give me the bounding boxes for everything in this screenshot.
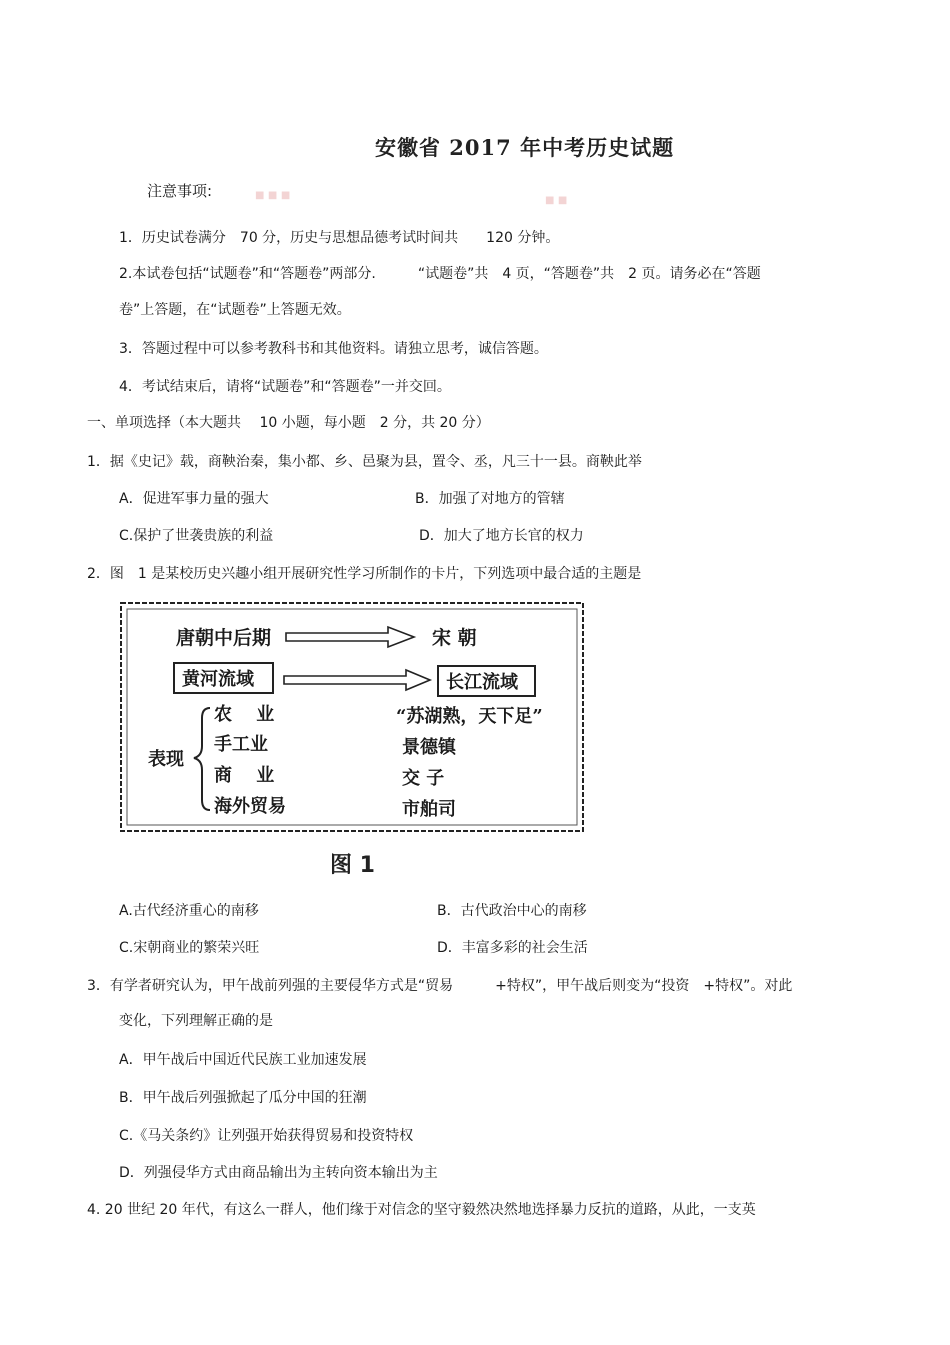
figure-item-right-4: 市舶司 (402, 799, 456, 820)
notice-item-1: 1．历史试卷满分 70 分，历史与思想品德考试时间共 120 分钟。 (119, 230, 560, 246)
notice-item-4: 4．考试结束后，请将“试题卷”和“答题卷”一并交回。 (119, 379, 451, 395)
figure-item-left-1: 农 业 (214, 704, 275, 725)
question-3-option-d: D．列强侵华方式由商品输出为主转向资本输出为主 (119, 1165, 438, 1181)
watermark-left: ■ ■ ■ (255, 190, 291, 201)
notice-item-2-cont: 卷”上答题，在“试题卷”上答题无效。 (119, 302, 351, 318)
question-2-option-c: C.宋朝商业的繁荣兴旺 (119, 940, 260, 956)
figure-item-left-4: 海外贸易 (214, 796, 286, 817)
question-1-option-a: A．促进军事力量的强大 (119, 491, 269, 507)
question-2-stem: 2．图 1 是某校历史兴趣小组开展研究性学习所制作的卡片，下列选项中最合适的主题是 (87, 566, 642, 582)
figure-item-right-2: 景德镇 (402, 737, 456, 758)
question-4-stem: 4. 20 世纪 20 年代，有这么一群人，他们缘于对信念的坚守毅然决然地选择暴力反抗的道路，从此，一支英 (87, 1202, 756, 1218)
arrow-1 (286, 627, 414, 647)
figure-row2-left: 黄河流域 (182, 669, 254, 690)
question-1-option-b: B．加强了对地方的管辖 (415, 491, 565, 507)
notice-item-3: 3．答题过程中可以参考教科书和其他资料。请独立思考，诚信答题。 (119, 341, 548, 357)
question-2-option-b: B．古代政治中心的南移 (437, 903, 587, 919)
question-1-option-d: D．加大了地方长官的权力 (419, 528, 584, 544)
question-3-stem: 3．有学者研究认为，甲午战前列强的主要侵华方式是“贸易 +特权”，甲午战后则变为“投资 +特权”。对此 (87, 978, 793, 994)
section-heading: 一、单项选择（本大题共 10 小题，每小题 2 分，共 20 分） (87, 415, 490, 431)
notice-item-2: 2.本试卷包括“试题卷”和“答题卷”两部分. “试题卷”共 4 页，“答题卷”共 2 页。请务必在“答题 (119, 266, 761, 282)
question-3-option-c: C.《马关条约》让列强开始获得贸易和投资特权 (119, 1128, 414, 1144)
question-3-option-b: B．甲午战后列强掀起了瓜分中国的狂潮 (119, 1090, 367, 1106)
watermark-right: ■ ■ (545, 195, 568, 206)
figure-row1-right: 宋 朝 (432, 627, 477, 649)
question-1-stem: 1．据《史记》载，商鞅治秦，集小都、乡、邑聚为县，置令、丞，凡三十一县。商鞅此举 (87, 454, 642, 470)
arrow-2 (284, 670, 430, 690)
brace (194, 708, 210, 810)
figure-item-left-2: 手工业 (214, 734, 268, 755)
figure-group-label: 表现 (148, 749, 184, 770)
notice-heading: 注意事项: (147, 182, 213, 200)
figure-item-right-1: “苏湖熟，天下足” (396, 706, 543, 727)
figure-1-caption: 图 1 (330, 853, 375, 878)
question-1-option-c: C.保护了世袭贵族的利益 (119, 528, 274, 544)
figure-item-left-3: 商 业 (214, 765, 275, 786)
figure-row1-left: 唐朝中后期 (176, 627, 272, 649)
figure-row2-right: 长江流域 (446, 672, 518, 693)
question-3-stem-cont: 变化，下列理解正确的是 (119, 1013, 273, 1029)
page-title: 安徽省 2017 年中考历史试题 (375, 135, 675, 160)
question-3-option-a: A．甲午战后中国近代民族工业加速发展 (119, 1052, 367, 1068)
figure-item-right-3: 交 子 (402, 768, 445, 789)
figure-1-card (118, 600, 586, 836)
question-2-option-d: D．丰富多彩的社会生活 (437, 940, 588, 956)
question-2-option-a: A.古代经济重心的南移 (119, 903, 259, 919)
